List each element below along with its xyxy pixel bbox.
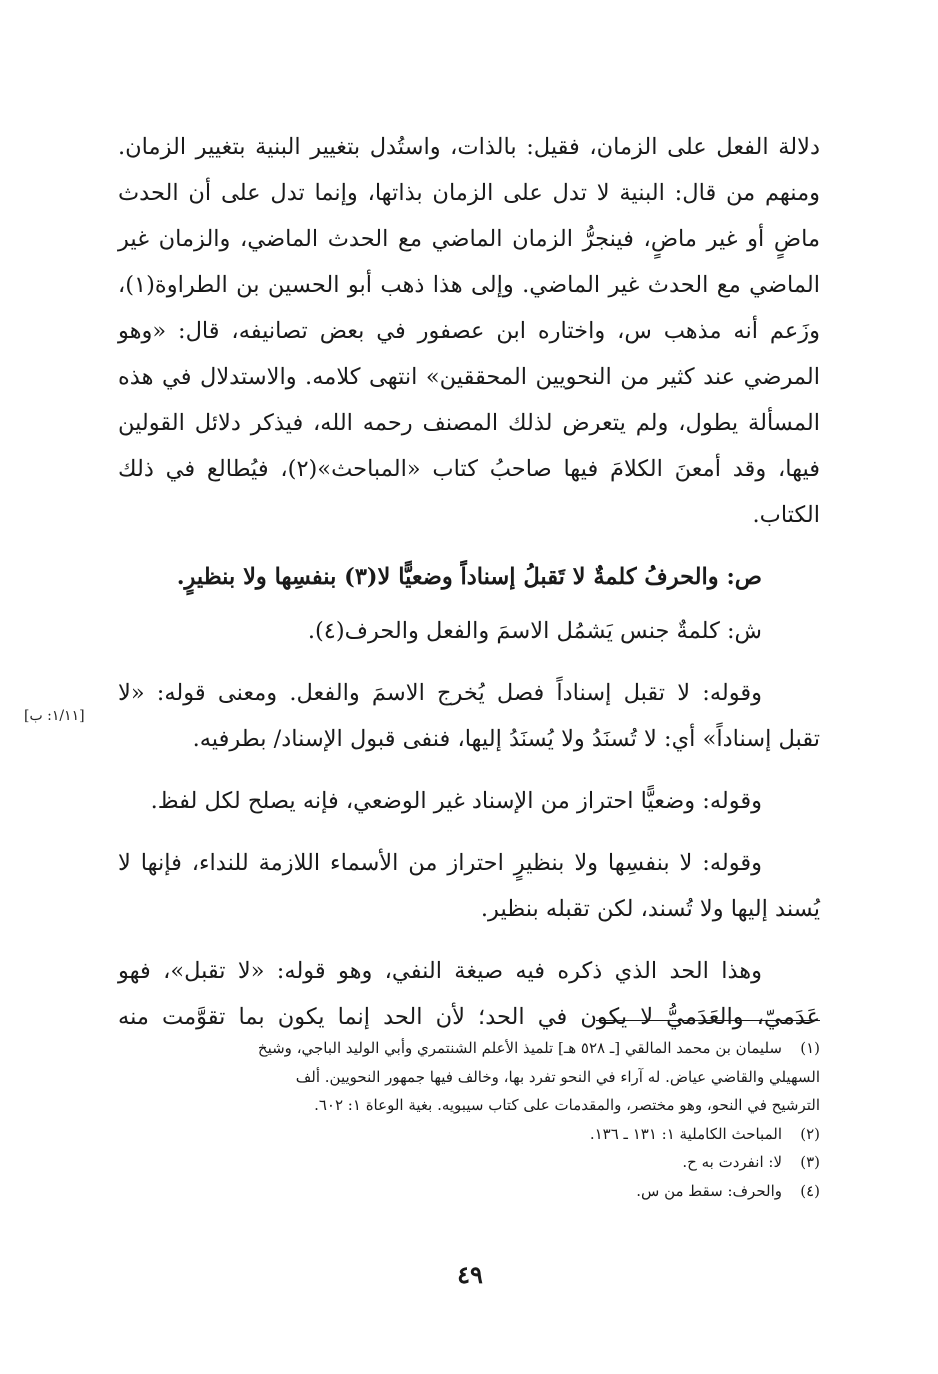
text-line: فيها، وقد أمعنَ الكلامَ فيها صاحبُ كتاب «المباحث»(٢)، فيُطالع في ذلك — [118, 456, 820, 482]
text-line: يُسند إليها ولا تُسند، لكن تقبله بنظير. — [480, 896, 820, 922]
text-line: وقوله: لا بنفسِها ولا بنظيرٍ احتراز من الأسماء اللازمة للنداء، فإنها لا — [118, 850, 762, 876]
text-line: ومنهم من قال: البنية لا تدل على الزمان بذاتها، وإنما تدل على أن الحدث — [118, 180, 820, 206]
footnote-separator — [596, 1020, 820, 1021]
sharh-shin-line: ش: كلمةٌ جنس يَشمُل الاسمَ والفعل والحرف(٤). — [307, 618, 762, 644]
footnote-text: لا: انفردت به ح. — [682, 1153, 782, 1171]
footnote-number: (٣) — [800, 1153, 820, 1171]
text-line: وهذا الحد الذي ذكره فيه صيغة النفي، وهو قوله: «لا تقبل»، فهو — [118, 958, 762, 984]
text-line: المسألة يطول، ولم يتعرض لذلك المصنف رحمه الله، فيذكر دلائل القولين — [118, 410, 820, 436]
text-line: عَدَميّ، والعَدَميُّ لا يكون في الحد؛ لأن الحد إنما يكون بما تقوَّمت منه — [118, 1004, 820, 1030]
footnote-1 — [118, 1034, 820, 1063]
text-line: ماضٍ أو غير ماضٍ، فينجرُّ الزمان الماضي مع الحدث الماضي، والزمان غير — [118, 226, 820, 252]
footnote-text: السهيلي والقاضي عياض. له آراء في النحو تفرد بها، وخالف فيها جمهور النحويين. ألف — [295, 1067, 820, 1086]
paragraph-gap — [118, 762, 820, 778]
paragraph-gap — [118, 932, 820, 948]
matn-sad-line: ص: والحرفُ كلمةٌ لا تَقبلُ إسناداً وضعيًّا لا(٣) بنفسِها ولا بنظيرٍ. — [176, 564, 762, 590]
text-line: وقوله: وضعيًّا احتراز من الإسناد غير الوضعي، فإنه يصلح لكل لفظ. — [150, 788, 762, 814]
page-number: ٤٩ — [457, 1260, 483, 1289]
footnote-number: (٢) — [800, 1124, 820, 1143]
paragraph-gap — [118, 824, 820, 840]
paragraph-gap — [118, 654, 820, 670]
text-line: المرضي عند كثير من النحويين المحققين» انتهى كلامه. والاستدلال في هذه — [118, 364, 820, 390]
footnote-2 — [118, 1120, 820, 1149]
text-line: وزَعم أنه مذهب س، واختاره ابن عصفور في بعض تصانيفه، قال: «وهو — [118, 318, 820, 344]
text-line: تقبل إسناداً» أي: لا تُسنَدُ ولا يُسنَدُ إليها، فنفى قبول الإسناد/ بطرفيه. — [192, 726, 820, 752]
footnote-text: سليمان بن محمد المالقي [ـ ٥٢٨ هـ] تلميذ الأعلم الشنتمري وأبي الوليد الباجي، وشيخ — [257, 1039, 782, 1057]
footnote-number: (٤) — [800, 1181, 820, 1200]
footnote-3 — [118, 1148, 820, 1177]
paragraph-gap — [118, 600, 820, 608]
footnote-text: الترشيح في النحو، وهو مختصر، والمقدمات على كتاب سيبويه. بغية الوعاة ١: ٦٠٢. — [314, 1096, 820, 1114]
main-text — [118, 124, 820, 1040]
text-line: دلالة الفعل على الزمان، فقيل: بالذات، واستُدل بتغيير البنية بتغيير الزمان. — [118, 134, 820, 160]
text-line: الماضي مع الحدث غير الماضي. وإلى هذا ذهب أبو الحسين بن الطراوة(١)، — [118, 272, 820, 298]
footnote-text: والحرف: سقط من س. — [636, 1181, 782, 1200]
footnote-4 — [118, 1177, 820, 1206]
paragraph-gap — [118, 538, 820, 554]
footnotes — [118, 1034, 820, 1205]
text-line: الكتاب. — [752, 502, 820, 528]
manuscript-folio-reference: [١/١١: ب] — [24, 708, 85, 724]
text-line: وقوله: لا تقبل إسناداً فصل يُخرج الاسمَ والفعل. ومعنى قوله: «لا — [118, 680, 762, 706]
footnote-number: (١) — [800, 1039, 820, 1057]
footnote-text: المباحث الكاملية ١: ١٣١ ـ ١٣٦. — [589, 1124, 782, 1143]
